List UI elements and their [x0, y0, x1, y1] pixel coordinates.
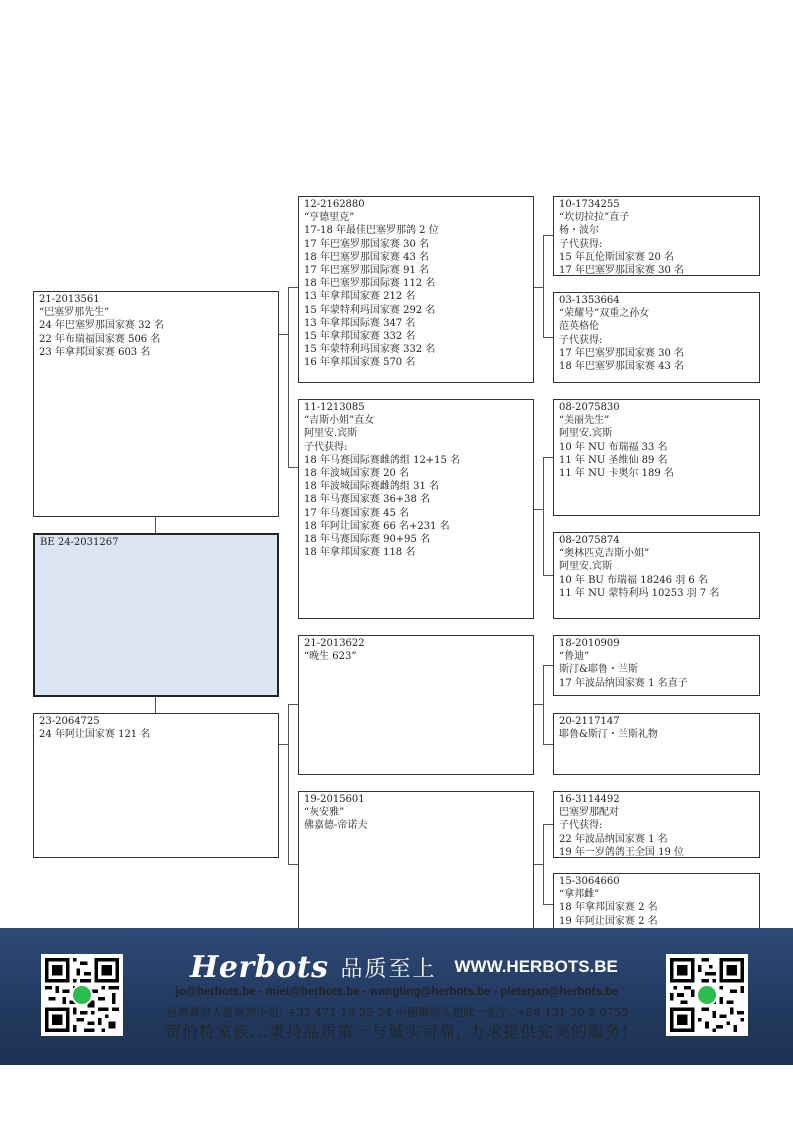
gg-line: “奥林匹克吉斯小姐” [559, 548, 650, 560]
gg-line: 阿里安.宾斯 [559, 428, 613, 440]
gg-line: 11 年 NU 圣维仙 89 名 [559, 454, 668, 466]
sire-line: 22 年布瑞福国家赛 506 名 [39, 333, 161, 345]
connector [534, 704, 543, 705]
connector [155, 697, 156, 713]
gg-line: 18 年拿邦国家赛 2 名 [559, 902, 658, 914]
dam-sire-line: “晚生 623” [304, 651, 357, 663]
connector [155, 517, 156, 533]
sire-sire-ring: 12-2162880 [304, 199, 365, 210]
sire-line: “巴塞罗那先生” [39, 307, 110, 319]
dam-ring: 23-2064725 [39, 716, 100, 727]
connector [543, 665, 544, 744]
subject-card [33, 533, 279, 697]
connector [279, 744, 288, 745]
gg-line: 17 年巴塞罗那国家赛 30 名 [559, 265, 684, 276]
sire-sire-line: 18 年巴塞罗那国际赛 112 名 [304, 278, 436, 290]
gg-line: 11 年 NU 卡奥尔 189 名 [559, 468, 674, 480]
gg-line: 巴塞罗那配对 [559, 807, 619, 819]
gg-ring: 08-2075830 [559, 402, 620, 413]
sire-dam-line: 18 年波城国际赛雌鸽组 31 名 [304, 481, 439, 493]
connector [543, 457, 544, 575]
sire-dam-line: “吉斯小姐”直女 [304, 415, 375, 427]
sire-card [33, 291, 279, 517]
wechat-logo-icon [71, 984, 93, 1006]
dam-dam-ring: 19-2015601 [304, 794, 365, 805]
gg-line: 耶鲁&斯汀・兰斯礼物 [559, 729, 658, 741]
connector [288, 467, 298, 468]
gg-line: 17 年波品纳国家赛 1 名直子 [559, 677, 688, 689]
connector [543, 665, 553, 666]
connector [288, 704, 289, 864]
sire-dam-card [298, 399, 534, 619]
great-grandparent-card [553, 292, 760, 383]
sire-sire-line: 17 年巴塞罗那国家赛 30 名 [304, 238, 429, 250]
gg-line: 斯汀&耶鲁・兰斯 [559, 664, 638, 676]
slogan: 品质至上 [340, 956, 437, 982]
connector [543, 824, 553, 825]
motto: 贺伯特家族...秉持品质第一与诚实可靠, 力求提供完美的服务! [165, 1023, 630, 1041]
connector [543, 337, 553, 338]
connector [534, 287, 543, 288]
dam-card [33, 713, 279, 858]
gg-line: 19 年一岁鸽鸽王全国 19 位 [559, 846, 684, 858]
gg-line: 17 年巴塞罗那国家赛 30 名 [559, 347, 684, 359]
great-grandparent-card [553, 532, 760, 619]
sire-sire-card [298, 196, 534, 383]
sire-ring: 21-2013561 [39, 294, 100, 305]
sire-sire-line: 13 年拿邦国际赛 347 名 [304, 317, 416, 329]
gg-line: 22 年波品纳国家赛 1 名 [559, 833, 668, 845]
gg-ring: 18-2010909 [559, 638, 620, 649]
sire-dam-line: 18 年马赛国际赛 90+95 名 [304, 534, 431, 546]
sire-sire-line: 17 年巴塞罗那国际赛 91 名 [304, 265, 429, 277]
sire-sire-line: 13 年拿邦国家赛 212 名 [304, 291, 416, 303]
gg-line: 10 年 BU 布瑞福 18246 羽 6 名 [559, 574, 708, 586]
gg-ring: 20-2117147 [559, 716, 620, 727]
gg-line: “美丽先生” [559, 415, 610, 427]
dam-sire-card [298, 635, 534, 775]
contact-phones: 台灣聯絡人盧婉婷小姐: +32 471 19 55 24 中國聯絡人趙昧一先生: +86 131 20 5 0755 [166, 1006, 629, 1019]
connector [543, 235, 553, 236]
gg-line: 杨・波尔 [559, 225, 599, 237]
connector [543, 824, 544, 904]
connector [534, 864, 543, 865]
sire-sire-line: 17-18 年最佳巴塞罗那鸽 2 位 [304, 225, 439, 237]
sire-sire-line: 18 年巴塞罗那国家赛 43 名 [304, 251, 429, 263]
gg-ring: 03-1353664 [559, 295, 620, 306]
dam-dam-card [298, 791, 534, 935]
website-link[interactable]: WWW.HERBOTS.BE [454, 957, 618, 976]
sire-dam-line: 子代获得: [304, 441, 348, 453]
great-grandparent-card [553, 713, 760, 775]
gg-line: 子代获得: [559, 820, 603, 832]
connector [543, 457, 553, 458]
great-grandparent-card [553, 399, 760, 516]
dam-dam-line: “灰安雅” [304, 807, 345, 819]
gg-line: 19 年阿让国家赛 2 名 [559, 915, 658, 927]
wechat-qr-icon [41, 954, 123, 1036]
gg-line: 18 年巴塞罗那国家赛 43 名 [559, 361, 684, 373]
gg-line: 10 年 NU 布瑞福 33 名 [559, 441, 668, 453]
connector [543, 744, 553, 745]
sire-dam-line: 18 年波城国家赛 20 名 [304, 468, 409, 480]
sire-dam-line: 18 年马赛国际赛雌鸽组 12+15 名 [304, 454, 461, 466]
subject-ring: BE 24-2031267 [40, 537, 119, 548]
great-grandparent-card [553, 196, 760, 276]
connector [543, 575, 553, 576]
sire-dam-line: 阿里安.宾斯 [304, 428, 358, 440]
sire-sire-line: “亨德里克” [304, 212, 355, 224]
connector [288, 287, 289, 467]
sire-sire-line: 16 年拿邦国家赛 570 名 [304, 357, 416, 369]
gg-ring: 16-3114492 [559, 794, 620, 805]
sire-dam-line: 18 年马赛国家赛 36+38 名 [304, 494, 431, 506]
dam-line: 24 年阿让国家赛 121 名 [39, 729, 151, 741]
sire-dam-line: 18 年阿让国家赛 66 名+231 名 [304, 520, 450, 532]
sire-sire-line: 15 年拿邦国家赛 332 名 [304, 331, 416, 343]
sire-dam-ring: 11-1213085 [304, 402, 365, 413]
gg-line: 子代获得: [559, 334, 603, 346]
gg-line: 11 年 NU 蒙特利玛 10253 羽 7 名 [559, 587, 720, 599]
sire-line: 24 年巴塞罗那国家赛 32 名 [39, 320, 164, 332]
great-grandparent-card [553, 635, 760, 696]
connector [543, 235, 544, 337]
gg-line: “鲁迪” [559, 651, 590, 663]
gg-line: “拿邦雌” [559, 889, 600, 901]
great-grandparent-card [553, 791, 760, 858]
gg-ring: 10-1734255 [559, 199, 620, 210]
gg-line: 15 年瓦伦斯国家赛 20 名 [559, 251, 674, 263]
sire-sire-line: 15 年蒙特利玛国家赛 292 名 [304, 304, 436, 316]
sire-dam-line: 17 年马赛国家赛 45 名 [304, 507, 409, 519]
gg-line: 阿里安.宾斯 [559, 561, 613, 573]
connector [288, 864, 298, 865]
gg-line: “坎切拉拉”直子 [559, 212, 630, 224]
gg-line: 范英格伦 [559, 321, 599, 333]
wechat-logo-icon [696, 984, 718, 1006]
dam-sire-ring: 21-2013622 [304, 638, 365, 649]
dam-dam-line: 佛嘉德-帝诺夫 [304, 820, 368, 832]
gg-ring: 15-3064660 [559, 876, 620, 887]
email-list[interactable]: jo@herbots.be - miet@herbots.be - wangting@herbots.be - pieterjan@herbots.be [175, 986, 619, 998]
connector [288, 287, 298, 288]
great-grandparent-card [553, 873, 760, 935]
connector [543, 904, 553, 905]
sire-sire-line: 15 年蒙特利玛国家赛 332 名 [304, 344, 436, 356]
gg-ring: 08-2075874 [559, 535, 620, 546]
wechat-qr-icon [666, 954, 748, 1036]
connector [279, 334, 288, 335]
brand-row [190, 950, 618, 984]
sire-dam-line: 18 年拿邦国家赛 118 名 [304, 547, 416, 559]
gg-line: “荣耀号”双重之孙女 [559, 308, 650, 320]
gg-line: 子代获得: [559, 238, 603, 250]
herbots-logo: Herbots [190, 949, 329, 985]
sire-line: 23 年拿邦国家赛 603 名 [39, 346, 151, 358]
connector [288, 704, 298, 705]
connector [534, 509, 543, 510]
